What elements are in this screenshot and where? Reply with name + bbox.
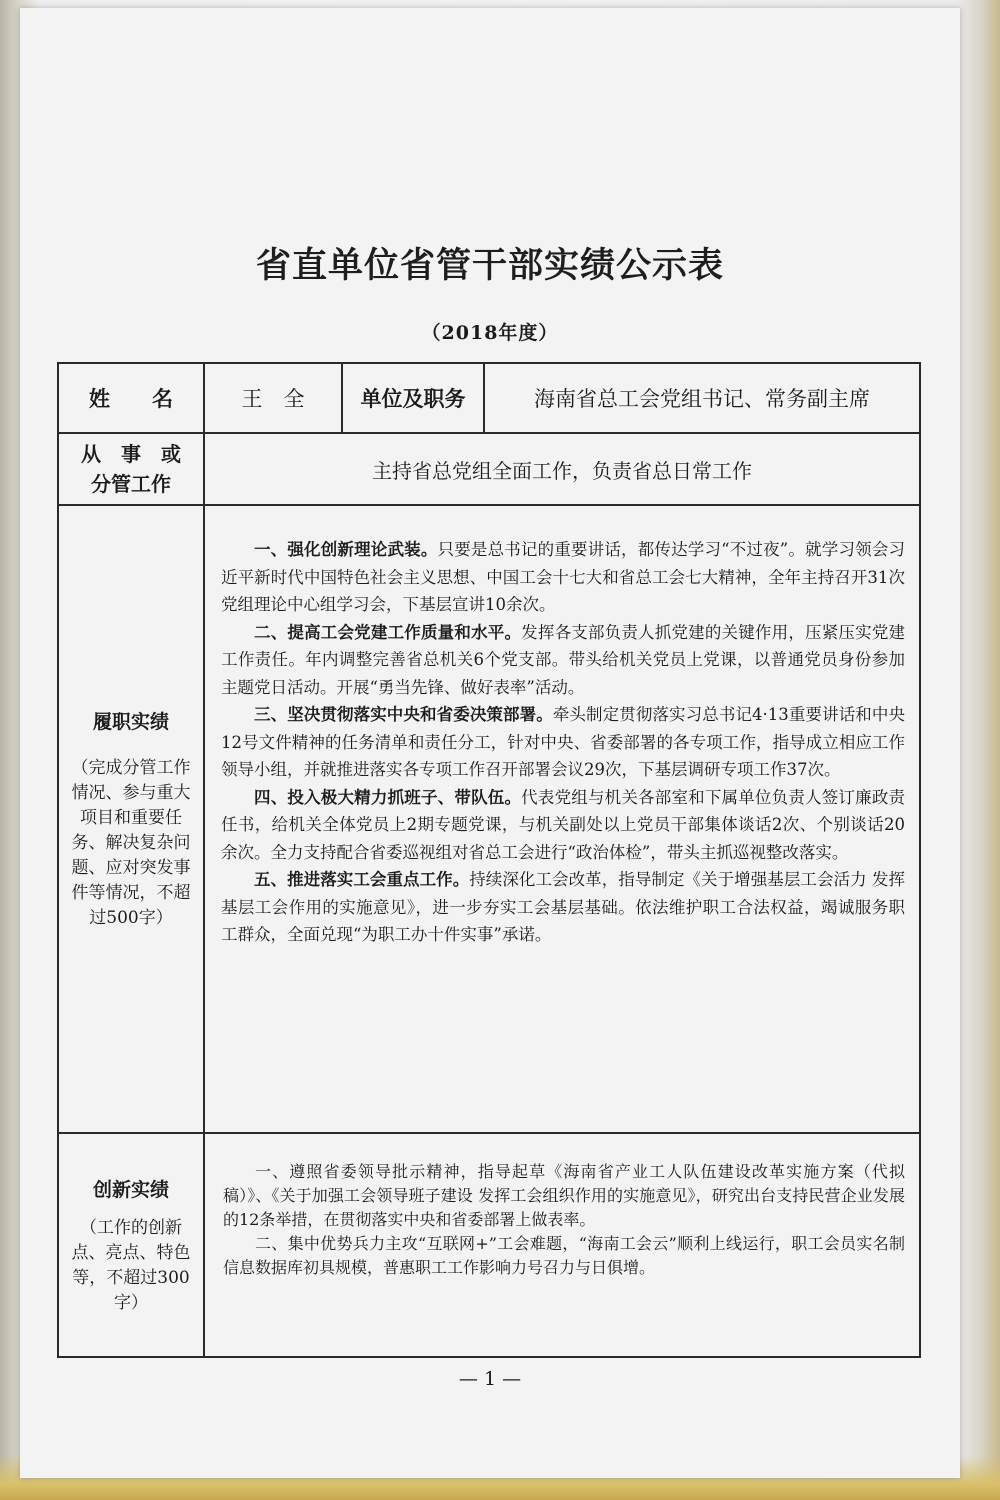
name-value: 王 全 [204,363,342,433]
row-innovation [58,1133,920,1357]
innovation-label: 创新实绩 [92,1178,169,1201]
innovation-content [204,1133,920,1357]
row-duty [58,433,920,505]
name-label: 姓 名 [58,363,204,433]
unit-label: 单位及职务 [342,363,484,433]
row-name [58,363,920,433]
page-number: — 1 — [458,1368,522,1390]
document-year: （2018年度） [421,322,559,344]
performance-content [204,505,920,1133]
duty-value: 主持省总党组全面工作，负责省总日常工作 [204,433,920,505]
performance-paragraph-1: 一、强化创新理论武装。只要是总书记的重要讲话，都传达学习“不过夜”。就学习领会习近平新时代中国特色社会主义思想、中国工会十七大和省总工会七大精神，全年主持召开31次党组理论中心组学习会，下基层宣讲10余次。 [221,540,906,614]
innovation-paragraph-1: 一、遵照省委领导批示精神，指导起草《海南省产业工人队伍建设改革实施方案（代拟稿）》、《关于加强工会领导班子建设 发挥工会组织作用的实施意见》，研究出台支持民营企业发展的12条举措，在贯彻落实中央和省委部署上做表率。 [223,1162,905,1229]
performance-label-cell [58,505,204,1133]
duty-label: 从 事 或 分管工作 [58,433,204,505]
performance-paragraph-2: 二、提高工会党建工作质量和水平。发挥各支部负责人抓党建的关键作用，压紧压实党建工作责任。年内调整完善省总机关6个党支部。带头给机关党员上党课，以普通党员身份参加主题党日活动。开展“勇当先锋、做好表率”活动。 [221,622,906,697]
document-title: 省直单位省管干部实绩公示表 [255,245,724,286]
performance-paragraph-4: 四、投入极大精力抓班子、带队伍。代表党组与机关各部室和下属单位负责人签订廉政责任书，给机关全体党员上2期专题党课，与机关副处以上党员干部集体谈话2次、个别谈话20余次。全力支持配合省委巡视组对省总工会进行“政治体检”，带头主抓巡视整改落实。 [221,787,906,862]
unit-value: 海南省总工会党组书记、常务副主席 [484,363,920,433]
innovation-note: （工作的创新点、亮点、特色等，不超过300字） [71,1217,191,1313]
performance-text [205,536,919,949]
performance-paragraph-3: 三、坚决贯彻落实中央和省委决策部署。牵头制定贯彻落实习总书记4·13重要讲话和中央12号文件精神的任务清单和责任分工，针对中央、省委部署的各专项工作，指导成立相应工作领导小组，并就推进落实各专项工作召开部署会议29次，下基层调研专项工作37次。 [221,705,905,779]
innovation-text [205,1160,919,1280]
innovation-paragraph-2: 二、集中优势兵力主攻“互联网+”工会难题，“海南工会云”顺利上线运行，职工会员实名制信息数据库初具规模，普惠职工工作影响力号召力与日俱增。 [223,1234,905,1277]
performance-label: 履职实绩 [92,711,169,733]
disclosure-table [57,362,921,1358]
performance-paragraph-5: 五、推进落实工会重点工作。持续深化工会改革，指导制定《关于增强基层工会活力 发挥基层工会作用的实施意见》，进一步夯实工会基层基础。依法维护职工合法权益，竭诚服务职工群众，全面兑现“为职工办十件实事”承诺。 [221,870,905,944]
performance-note: （完成分管工作情况、参与重大项目和重要任务、解决复杂问题、应对突发事件等情况，不超过500字） [71,758,191,928]
innovation-label-cell [58,1133,204,1357]
row-performance [58,505,920,1133]
